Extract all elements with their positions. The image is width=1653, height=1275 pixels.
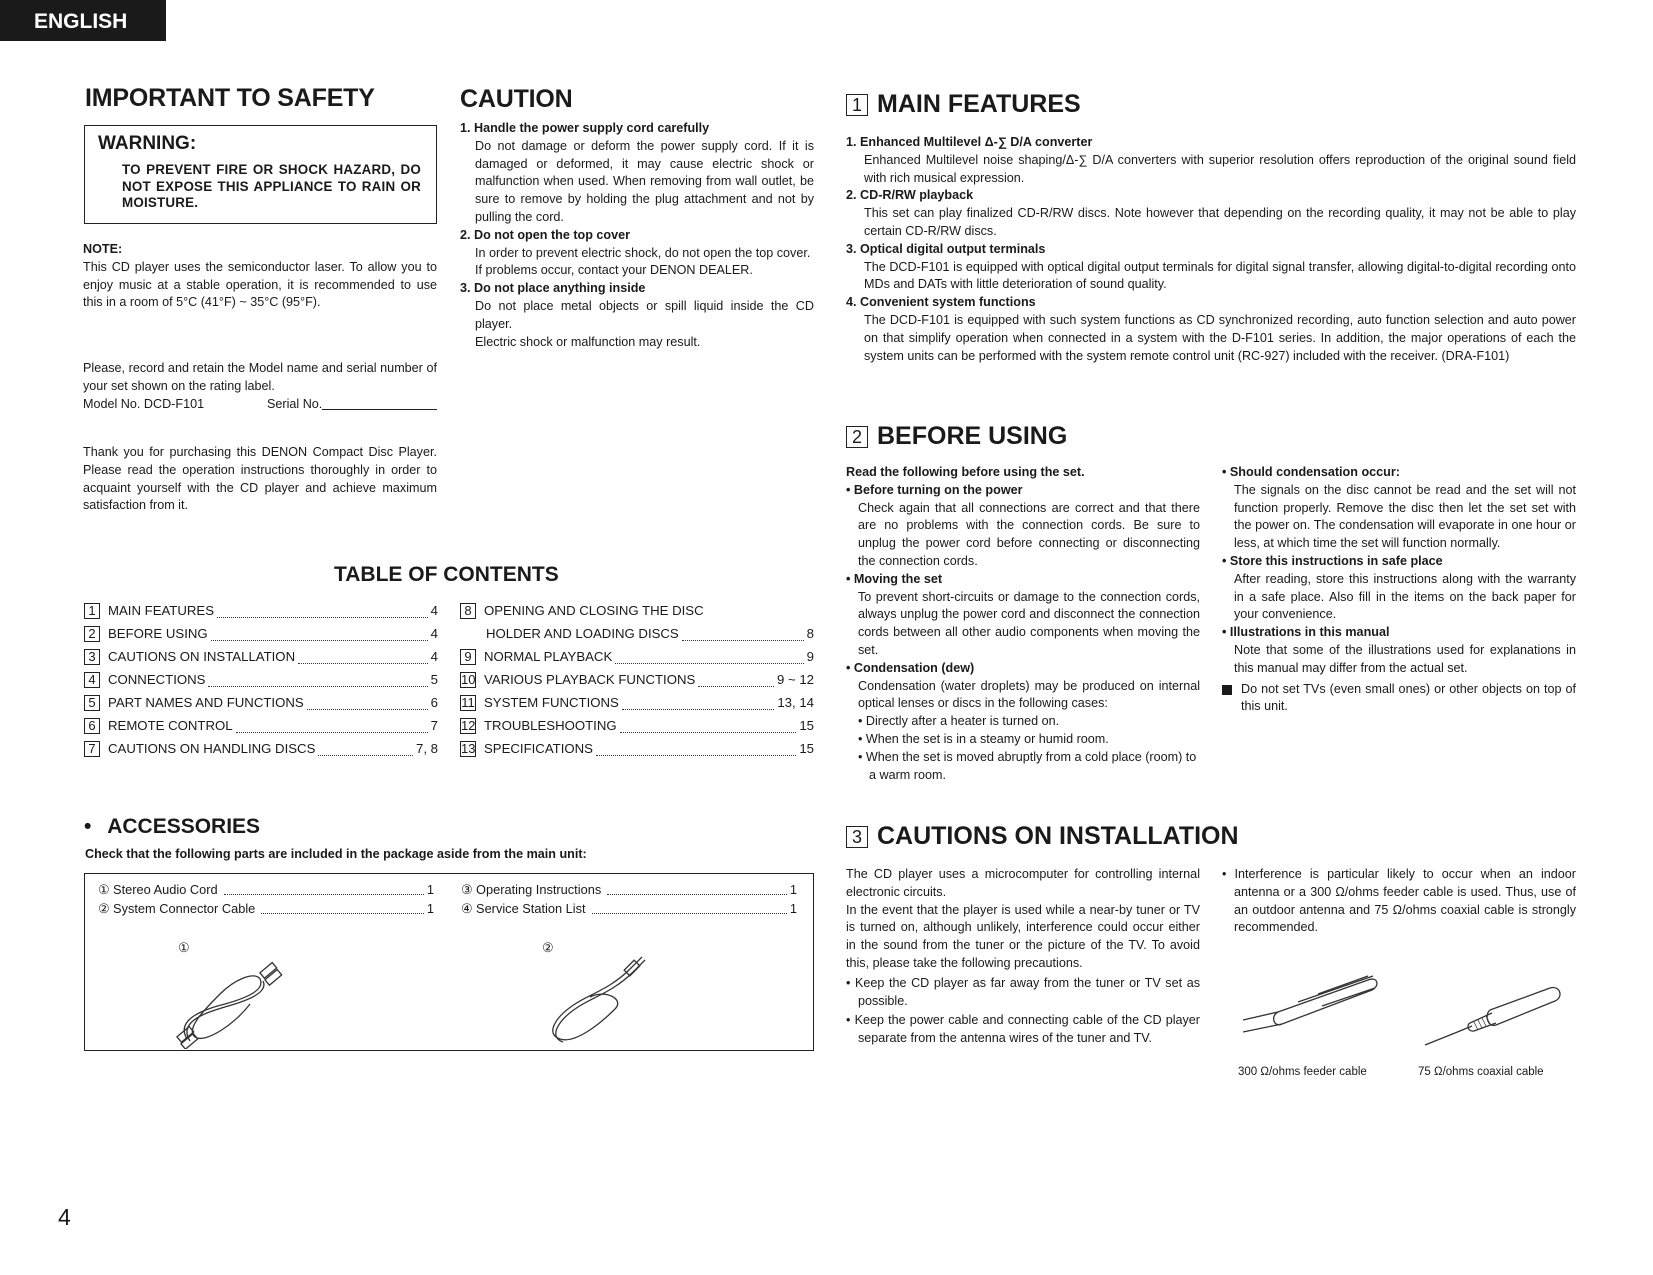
- serial-line: [322, 396, 437, 411]
- feature-text: Enhanced Multilevel noise shaping/Δ-∑ D/A converters with superior resolution offers reproduction of the original sound field with rich musical expression.: [864, 152, 1576, 185]
- caution-item: [460, 280, 814, 351]
- toc-number: 10: [461, 671, 476, 687]
- dew-cases: [858, 713, 1200, 784]
- toc-page: 4: [430, 649, 438, 664]
- toc-number: 11: [461, 694, 475, 710]
- before-using-right: [1222, 464, 1576, 716]
- main-features-list: [846, 134, 1576, 365]
- toc-left: [84, 599, 438, 760]
- feature-head: 3. Optical digital output terminals: [846, 241, 1046, 256]
- toc-label: PART NAMES AND FUNCTIONS: [108, 695, 304, 710]
- warning-text: TO PREVENT FIRE OR SHOCK HAZARD, DO NOT EXPOSE THIS APPLIANCE TO RAIN OR MOISTURE.: [122, 162, 421, 210]
- toc-label: REMOTE CONTROL: [108, 718, 233, 733]
- toc-label: NORMAL PLAYBACK: [484, 649, 613, 664]
- toc-number: 12: [461, 717, 476, 733]
- accessories-heading: [84, 815, 260, 839]
- toc-entry-cont[interactable]: [460, 622, 814, 645]
- toc-page: 5: [430, 672, 438, 687]
- record-text: Please, record and retain the Model name and serial number of your set shown on the rating label.: [83, 361, 437, 393]
- toc-leader: [211, 640, 428, 641]
- item-text: Check again that all connections are correct and that there are no problems with the connection cords. Be sure to unplug the power cord before connecting or disconnecting the connection cords.: [858, 500, 1200, 568]
- square-note: [1222, 681, 1576, 717]
- before-using-item: [1222, 464, 1576, 553]
- toc-page: 9 ~ 12: [776, 672, 814, 687]
- toc-label: CAUTIONS ON HANDLING DISCS: [108, 741, 316, 756]
- feature-item: [846, 187, 1576, 240]
- caution-item-text: In order to prevent electric shock, do not open the top cover.: [475, 245, 811, 260]
- stereo-audio-cord-illustration: [165, 949, 285, 1049]
- toc-leader: [698, 686, 774, 687]
- feature-head: 1. Enhanced Multilevel Δ-∑ D/A converter: [846, 135, 1093, 149]
- toc-entry[interactable]: [84, 622, 438, 645]
- before-using-intro: Read the following before using the set.: [846, 465, 1085, 479]
- toc-label: SYSTEM FUNCTIONS: [484, 695, 619, 710]
- toc-label: BEFORE USING: [108, 626, 208, 641]
- toc-number: 8: [460, 603, 476, 619]
- before-using-item: [1222, 624, 1576, 677]
- feature-item: [846, 241, 1576, 294]
- accessories-right-list: [461, 880, 797, 918]
- accessories-left-list: [98, 880, 434, 918]
- toc-page: 6: [430, 695, 438, 710]
- toc-entry[interactable]: [460, 668, 814, 691]
- feature-head: 4. Convenient system functions: [846, 295, 1036, 310]
- toc-label: OPENING AND CLOSING THE DISC: [484, 603, 704, 618]
- before-using-item: [846, 660, 1200, 713]
- caution-title: CAUTION: [460, 85, 573, 113]
- accessories-bullet: •: [84, 815, 92, 838]
- accessory-item: [461, 899, 797, 918]
- item-head: • Should condensation occur:: [1222, 465, 1400, 479]
- dew-case: • When the set is moved abruptly from a cold place (room) to a warm room.: [858, 749, 1197, 782]
- toc-number: 2: [84, 626, 100, 642]
- caution-item-head: 3. Do not place anything inside: [460, 281, 646, 296]
- toc-page: 4: [430, 603, 438, 618]
- thanks-text: Thank you for purchasing this DENON Compact Disc Player. Please read the operation instructions thoroughly in order to acquaint yourself with the CD player and achieve maximum satisfaction from it.: [83, 445, 437, 513]
- installation-bullet: • Keep the power cable and connecting cable of the CD player separate from the antenna wires of the tuner and TV.: [846, 1013, 1200, 1046]
- toc-leader: [236, 732, 428, 733]
- section-number: 2: [846, 426, 868, 448]
- feature-text: This set can play finalized CD-R/RW discs. Note however that depending on the recording quality, it may not be able to play certain CD-R/RW discs.: [864, 206, 1576, 238]
- toc-entry[interactable]: [460, 691, 814, 714]
- item-head: • Moving the set: [846, 571, 943, 586]
- before-using-left: [846, 464, 1200, 784]
- toc-leader: [307, 709, 428, 710]
- toc-entry[interactable]: [460, 714, 814, 737]
- toc-number: 6: [84, 718, 100, 734]
- safety-title: IMPORTANT TO SAFETY: [85, 84, 375, 112]
- toc-entry[interactable]: [460, 645, 814, 668]
- accessory-item: [98, 880, 434, 899]
- item-text: Condensation (water droplets) may be produced on internal optical lenses or discs in the following cases:: [858, 678, 1200, 711]
- section-title: MAIN FEATURES: [877, 90, 1081, 118]
- item-text: After reading, store this instructions along with the warranty in a safe place. Also fill in the items on the back paper for your convenience.: [1234, 571, 1576, 622]
- toc-entry[interactable]: [460, 737, 814, 760]
- toc-page: 13, 14: [777, 695, 814, 710]
- toc-number: 9: [460, 649, 476, 665]
- note-text: This CD player uses the semiconductor laser. To allow you to enjoy music at a stable operation, it is recommended to use this in a room of 5°C (41°F) ~ 35°C (95°F).: [83, 259, 437, 310]
- accessories-subtitle: Check that the following parts are included in the package aside from the main unit:: [85, 847, 587, 861]
- toc-label: VARIOUS PLAYBACK FUNCTIONS: [484, 672, 696, 687]
- language-tab: ENGLISH: [0, 0, 166, 41]
- feature-item: [846, 134, 1576, 187]
- installation-bullet: • Keep the CD player as far away from the tuner or TV set as possible.: [846, 975, 1200, 1008]
- before-using-item: [846, 482, 1200, 571]
- toc-label: CAUTIONS ON INSTALLATION: [108, 649, 296, 664]
- item-text: The signals on the disc cannot be read and the set will not function properly. Remove the disc then let the set set with the power on. The condensation will evaporate in one hour or less, at which time the set will function normally.: [1234, 482, 1576, 551]
- item-text: To prevent short-circuits or damage to the connection cords, always unplug the power cord and disconnect the connection cords between all other audio components when moving the set.: [858, 589, 1200, 657]
- toc-entry[interactable]: [84, 645, 438, 668]
- accessory-qty: 1: [789, 901, 797, 916]
- accessory-label: ② System Connector Cable: [98, 900, 256, 916]
- fig-label-2: ②: [542, 940, 554, 955]
- before-using-item: [846, 571, 1200, 660]
- fig-label-1: ①: [178, 940, 190, 955]
- toc-leader: [620, 732, 797, 733]
- caution-item-text: Do not damage or deform the power supply cord. If it is damaged or deformed, it may cause electric shock or malfunction when used. When removing from wall outlet, be sure to remove by holding the plug attachment and not by pulling the cord.: [475, 138, 814, 224]
- accessory-item: [461, 880, 797, 899]
- caution-item-head: 1. Handle the power supply cord carefully: [460, 121, 710, 135]
- caution-list: [460, 120, 814, 351]
- caution-item: [460, 120, 814, 227]
- toc-page: 15: [799, 741, 814, 756]
- record-section: [83, 360, 437, 413]
- feature-text: The DCD-F101 is equipped with such system functions as CD synchronized recording, auto function selection and auto power on that simplify operation when connected in a system with the D-F101 series. In addition, the major operations of each the system units can be performed with the system remote control unit (RC-927) included with the receiver. (DRA-F101): [864, 312, 1576, 363]
- section-number: 1: [846, 94, 868, 116]
- item-head: • Illustrations in this manual: [1222, 625, 1390, 640]
- toc-entry[interactable]: [84, 691, 438, 714]
- toc-page: 4: [430, 626, 438, 641]
- toc-label: TROUBLESHOOTING: [484, 718, 617, 733]
- accessory-qty: 1: [426, 901, 434, 916]
- toc-leader: [615, 663, 803, 664]
- toc-leader: [318, 755, 413, 756]
- note-section: [83, 241, 437, 312]
- accessory-label: ① Stereo Audio Cord: [98, 881, 218, 897]
- page-number: 4: [58, 1204, 71, 1230]
- accessory-qty: 1: [426, 882, 434, 897]
- caution-item-text: If problems occur, contact your DENON DEALER.: [475, 263, 753, 278]
- system-connector-cable-illustration: [530, 949, 650, 1049]
- toc-number: 1: [84, 603, 100, 619]
- toc-leader: [298, 663, 428, 664]
- installation-left: [846, 866, 1200, 1048]
- toc-entry[interactable]: [84, 737, 438, 760]
- toc-entry[interactable]: [84, 668, 438, 691]
- accessory-label: ③ Operating Instructions: [461, 881, 602, 897]
- toc-label: HOLDER AND LOADING DISCS: [486, 626, 679, 641]
- feature-text: The DCD-F101 is equipped with optical digital output terminals for digital signal transfer, allowing digital-to-digital recording onto MDs and DATs with little deterioration of sound quality.: [864, 259, 1576, 292]
- dew-case: • Directly after a heater is turned on.: [858, 714, 1060, 729]
- toc-right: [460, 599, 814, 760]
- item-text: Note that some of the illustrations used for explanations in this manual may differ from the actual set.: [1234, 642, 1576, 675]
- square-note-text: Do not set TVs (even small ones) or other objects on top of this unit.: [1241, 681, 1576, 714]
- feeder-cable-illustration: [1238, 972, 1388, 1052]
- installation-right-bullet: • Interference is particular likely to occur when an indoor antenna or a 300 Ω/ohms feeder cable is used. Thus, use of an outdoor antenna and 75 Ω/ohms coaxial cable is strongly recommended.: [1222, 867, 1576, 935]
- caution-item-head: 2. Do not open the top cover: [460, 227, 631, 242]
- toc-page: 7, 8: [416, 741, 438, 756]
- feature-head: 2. CD-R/RW playback: [846, 188, 974, 203]
- item-head: • Before turning on the power: [846, 482, 1023, 497]
- main-features-heading: [846, 90, 1081, 119]
- installation-heading: [846, 822, 1239, 851]
- toc-entry[interactable]: [84, 599, 438, 622]
- accessory-qty: 1: [789, 882, 797, 897]
- model-label: Model No. DCD-F101: [83, 396, 205, 411]
- toc-page: 7: [430, 718, 438, 733]
- before-using-heading: [846, 422, 1067, 451]
- warning-box: [84, 125, 437, 224]
- toc-entry[interactable]: [460, 599, 814, 622]
- section-title: CAUTIONS ON INSTALLATION: [877, 822, 1239, 850]
- accessory-label: ④ Service Station List: [461, 900, 586, 916]
- toc-number: 7: [84, 741, 100, 757]
- note-title: NOTE:: [83, 242, 123, 256]
- toc-title: TABLE OF CONTENTS: [334, 563, 559, 586]
- feature-item: [846, 294, 1576, 365]
- toc-leader: [217, 617, 428, 618]
- dew-case: • When the set is in a steamy or humid room.: [858, 731, 1109, 746]
- toc-leader: [596, 755, 796, 756]
- section-number: 3: [846, 826, 868, 848]
- toc-label: CONNECTIONS: [108, 672, 206, 687]
- toc-number: 4: [84, 672, 100, 688]
- model-serial-row: [83, 396, 437, 414]
- toc-label: SPECIFICATIONS: [484, 741, 593, 756]
- installation-paragraph: The CD player uses a microcomputer for controlling internal electronic circuits.: [846, 867, 1200, 899]
- square-bullet-icon: [1222, 685, 1232, 695]
- coaxial-cable-caption: 75 Ω/ohms coaxial cable: [1418, 1066, 1544, 1078]
- toc-entry[interactable]: [84, 714, 438, 737]
- toc-number: 5: [84, 695, 100, 711]
- caution-item-text: Do not place metal objects or spill liquid inside the CD player.: [475, 298, 814, 331]
- serial-label: Serial No.: [267, 396, 323, 411]
- toc-page: 8: [806, 626, 814, 641]
- accessories-title: ACCESSORIES: [107, 815, 261, 838]
- toc-number: 13: [461, 740, 476, 756]
- before-using-item: [1222, 553, 1576, 624]
- accessory-item: [98, 899, 434, 918]
- installation-paragraph: In the event that the player is used while a near-by tuner or TV is turned on, although unlikely, interference could occur either in the sound from the tuner or the picture of the TV. To avoid this, please take the following precautions.: [846, 902, 1200, 970]
- coaxial-cable-illustration: [1420, 985, 1570, 1060]
- toc-leader: [208, 686, 427, 687]
- item-head: • Condensation (dew): [846, 660, 975, 675]
- item-head: • Store this instructions in safe place: [1222, 553, 1443, 568]
- caution-item: [460, 227, 814, 280]
- toc-page: 9: [806, 649, 814, 664]
- toc-leader: [682, 640, 804, 641]
- feeder-cable-caption: 300 Ω/ohms feeder cable: [1238, 1066, 1367, 1078]
- toc-number: 3: [84, 649, 100, 665]
- toc-label: MAIN FEATURES: [108, 603, 214, 618]
- warning-title: WARNING:: [98, 133, 197, 154]
- section-title: BEFORE USING: [877, 422, 1068, 450]
- accessories-box: [84, 873, 814, 1051]
- toc-page: 15: [799, 718, 814, 733]
- toc-leader: [622, 709, 775, 710]
- caution-item-text: Electric shock or malfunction may result.: [475, 334, 701, 349]
